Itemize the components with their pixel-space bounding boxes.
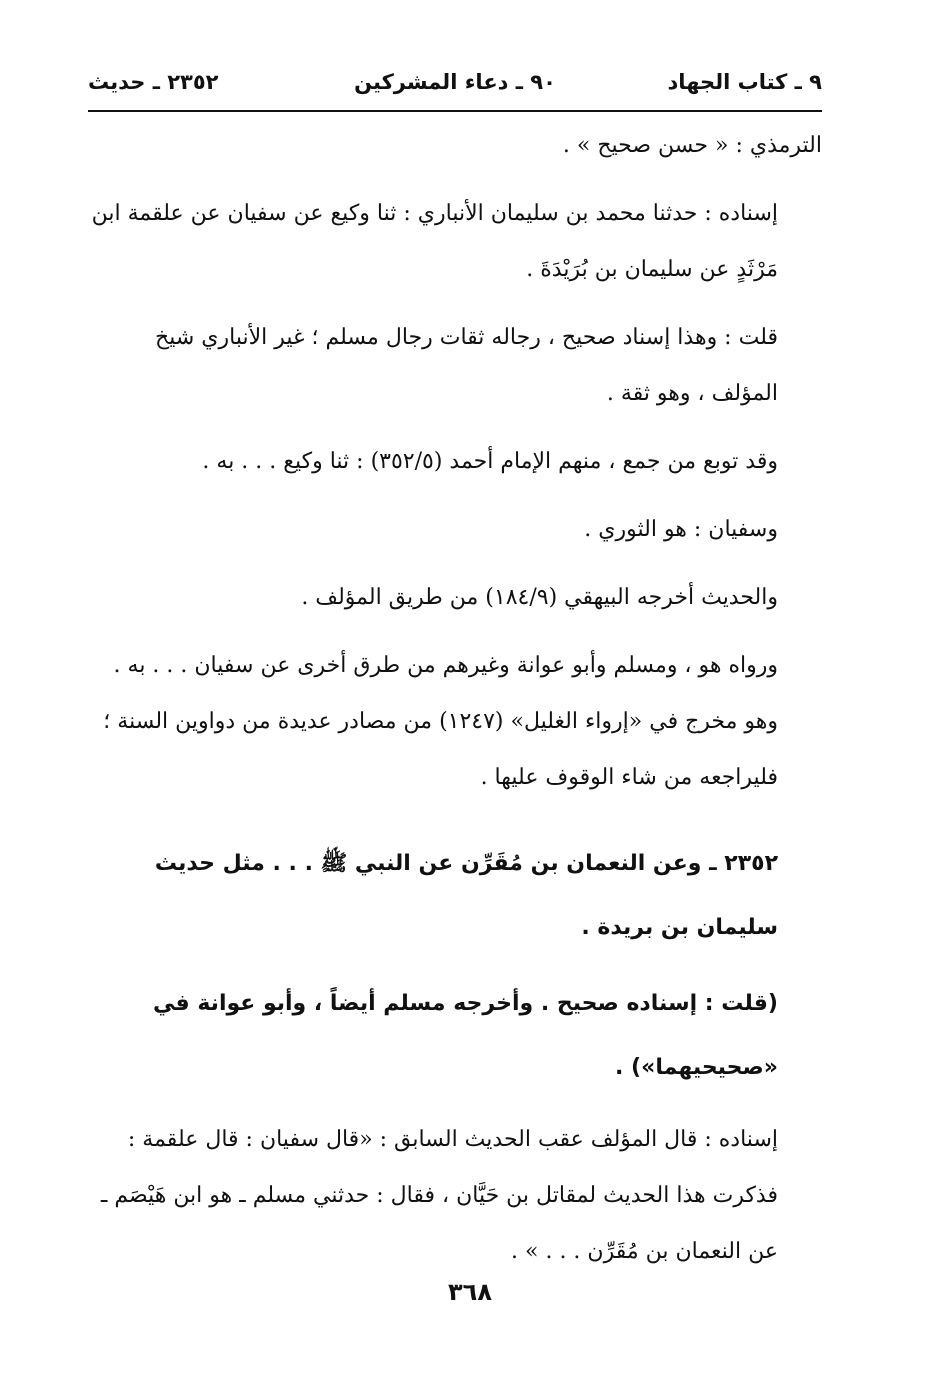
running-header bbox=[88, 68, 822, 108]
paragraph-isnad: إسناده : حدثنا محمد بن سليمان الأنباري : ثنا وكيع عن سفيان عن علقمة ابن مَرْثَدٍ عن سليمان بن بُرَيْدَةَ . bbox=[91, 201, 778, 282]
header-section: ٩٠ ـ دعاء المشركين bbox=[354, 70, 556, 94]
page-body bbox=[88, 118, 822, 1280]
paragraph-tirmidhi: الترمذي : « حسن صحيح » . bbox=[562, 133, 822, 158]
paragraph-rawahu: ورواه هو ، ومسلم وأبو عوانة وغيرهم من طرق أخرى عن سفيان . . . به . وهو مخرج في «إرواء الغليل» (١٢٤٧) من مصادر عديدة من دواوين السنة ؛ فليراجعه من شاء الوقوف عليها . bbox=[103, 653, 778, 790]
paragraph-tuwbi: وقد توبع من جمع ، منهم الإمام أحمد (٣٥٢/٥) : ثنا وكيع . . . به . bbox=[202, 449, 778, 474]
header-rule bbox=[88, 110, 822, 112]
header-chapter: ٩ ـ كتاب الجهاد bbox=[667, 70, 822, 94]
paragraph-sufyan: وسفيان : هو الثوري . bbox=[584, 517, 778, 542]
paragraph-qultu: قلت : وهذا إسناد صحيح ، رجاله ثقات رجال مسلم ؛ غير الأنباري شيخ المؤلف ، وهو ثقة . bbox=[155, 325, 778, 406]
paragraph-isnad-2352: إسناده : قال المؤلف عقب الحديث السابق : «قال سفيان : قال علقمة : فذكرت هذا الحديث لمقاتل بن حَيَّان ، فقال : حدثني مسلم ـ هو ابن هَيْصَم ـ عن النعمان بن مُقَرِّن . . . » . bbox=[100, 1127, 778, 1264]
header-hadith-number: ٢٣٥٢ ـ حديث bbox=[88, 70, 219, 94]
hadith-2352-text: ٢٣٥٢ ـ وعن النعمان بن مُقَرِّن عن النبي ﷺ . . . مثل حديث سليمان بن بريدة . bbox=[154, 851, 778, 940]
hadith-2352-ruling: (قلت : إسناده صحيح . وأخرجه مسلم أيضاً ، وأبو عوانة في «صحيحيهما») . bbox=[153, 991, 778, 1080]
paragraph-bayhaqi: والحديث أخرجه البيهقي (١٨٤/٩) من طريق المؤلف . bbox=[301, 585, 778, 610]
page-number: ٣٦٨ bbox=[448, 1278, 492, 1306]
